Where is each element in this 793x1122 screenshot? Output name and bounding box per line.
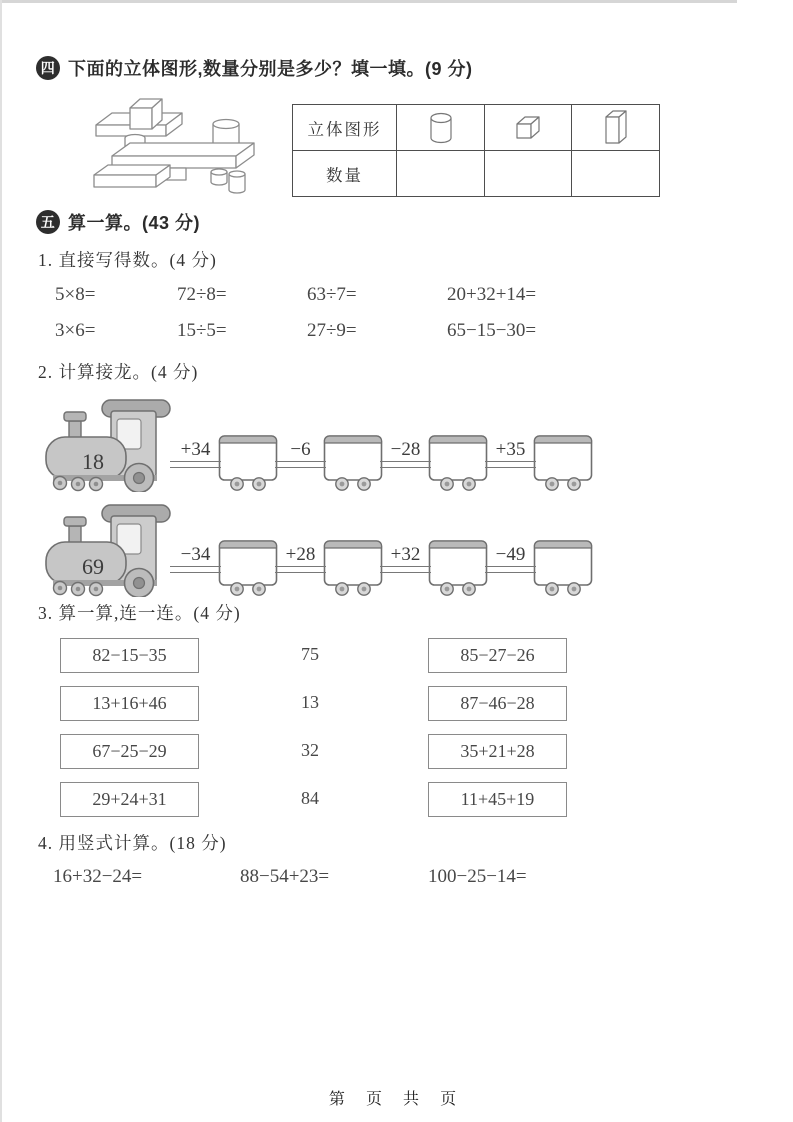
train-link: [488, 539, 533, 597]
cylinder-icon: [428, 111, 454, 145]
train-wagon-answer-box[interactable]: [428, 434, 488, 492]
cuboid-cell: [572, 105, 660, 151]
locomotive-icon: [45, 500, 173, 597]
train-wagon-answer-box[interactable]: [533, 434, 593, 492]
train-op-label: +34: [180, 439, 211, 460]
coupler-line: [485, 461, 536, 468]
q1-equation: 72÷8=: [177, 284, 227, 305]
match-right-box[interactable]: 87−46−28: [428, 686, 567, 721]
train-wagon-answer-box[interactable]: [323, 434, 383, 492]
match-middle-number[interactable]: 13: [301, 692, 319, 712]
q4-problem: 16+32−24=: [53, 866, 143, 887]
shape-row-header: 立体图形: [293, 105, 397, 151]
train-chain-2: [45, 497, 593, 597]
section5-title-text: 算一算。(43 分): [68, 213, 201, 233]
train-wagon-answer-box[interactable]: [428, 539, 488, 597]
table-row: [293, 105, 660, 151]
match-left-box[interactable]: 67−25−29: [60, 734, 199, 769]
q1-equation: 15÷5=: [177, 320, 227, 341]
cube-icon: [512, 114, 544, 142]
q4-problem: 100−25−14=: [428, 866, 527, 887]
train-start-number: 18: [82, 449, 104, 474]
coupler-line: [380, 461, 431, 468]
match-middle-number[interactable]: 84: [301, 788, 319, 808]
train-op-label: +28: [285, 544, 316, 565]
train-op-label: −6: [290, 439, 311, 460]
section4-title: [36, 55, 473, 81]
train-op-label: −49: [495, 544, 526, 565]
train-link: [488, 434, 533, 492]
table-row: [293, 151, 660, 197]
coupler-line: [275, 461, 326, 468]
scan-edge-top: [0, 0, 737, 3]
q1-equation: 5×8=: [55, 284, 96, 305]
match-left-box[interactable]: 13+16+46: [60, 686, 199, 721]
section4-title-text: 下面的立体图形,数量分别是多少？填一填。(9 分): [68, 59, 473, 79]
q4-problem: 88−54+23=: [240, 866, 330, 887]
cube-cell: [485, 105, 572, 151]
q1-equation: 65−15−30=: [447, 320, 537, 341]
match-right-box[interactable]: 35+21+28: [428, 734, 567, 769]
train-link: [173, 539, 218, 597]
train-start-number: 69: [82, 554, 104, 579]
match-right-box[interactable]: 11+45+19: [428, 782, 567, 817]
train-wagon-answer-box[interactable]: [218, 539, 278, 597]
section4-marker: 四: [36, 56, 60, 80]
train-link: [383, 434, 428, 492]
section5-marker: 五: [36, 210, 60, 234]
q2-title: 2. 计算接龙。(4 分): [38, 362, 199, 382]
answer-cell-cube[interactable]: [485, 151, 572, 197]
match-left-box[interactable]: 29+24+31: [60, 782, 199, 817]
q1-equation: 3×6=: [55, 320, 96, 341]
coupler-line: [170, 566, 221, 573]
stacked-blocks-figure: [66, 94, 306, 200]
coupler-line: [275, 566, 326, 573]
locomotive-icon: [45, 395, 173, 492]
coupler-line: [170, 461, 221, 468]
train-wagon-answer-box[interactable]: [218, 434, 278, 492]
match-left-box[interactable]: 82−15−35: [60, 638, 199, 673]
q1-title: 1. 直接写得数。(4 分): [38, 250, 217, 270]
q4-title: 4. 用竖式计算。(18 分): [38, 833, 227, 853]
match-middle-number[interactable]: 32: [301, 740, 319, 760]
page-footer: 第 页 共 页: [328, 1089, 465, 1108]
scan-edge-left: [0, 0, 2, 1122]
train-op-label: +35: [495, 439, 526, 460]
train-chain-1: [45, 392, 593, 492]
q3-title: 3. 算一算,连一连。(4 分): [38, 603, 241, 623]
cuboid-icon: [603, 109, 629, 147]
q1-equation: 27÷9=: [307, 320, 357, 341]
cylinder-cell: [397, 105, 485, 151]
train-wagon-answer-box[interactable]: [323, 539, 383, 597]
train-op-label: −34: [180, 544, 211, 565]
q1-equation: 20+32+14=: [447, 284, 537, 305]
quantity-row-header: 数量: [293, 151, 397, 197]
section5-title: [36, 209, 200, 235]
match-right-box[interactable]: 85−27−26: [428, 638, 567, 673]
answer-cell-cuboid[interactable]: [572, 151, 660, 197]
match-middle-number[interactable]: 75: [301, 644, 319, 664]
train-op-label: +32: [390, 544, 421, 565]
coupler-line: [485, 566, 536, 573]
q1-equation: 63÷7=: [307, 284, 357, 305]
train-link: [278, 434, 323, 492]
train-op-label: −28: [390, 439, 421, 460]
train-wagon-answer-box[interactable]: [533, 539, 593, 597]
answer-cell-cylinder[interactable]: [397, 151, 485, 197]
train-link: [173, 434, 218, 492]
shape-count-table: [292, 104, 660, 197]
train-link: [278, 539, 323, 597]
coupler-line: [380, 566, 431, 573]
train-link: [383, 539, 428, 597]
